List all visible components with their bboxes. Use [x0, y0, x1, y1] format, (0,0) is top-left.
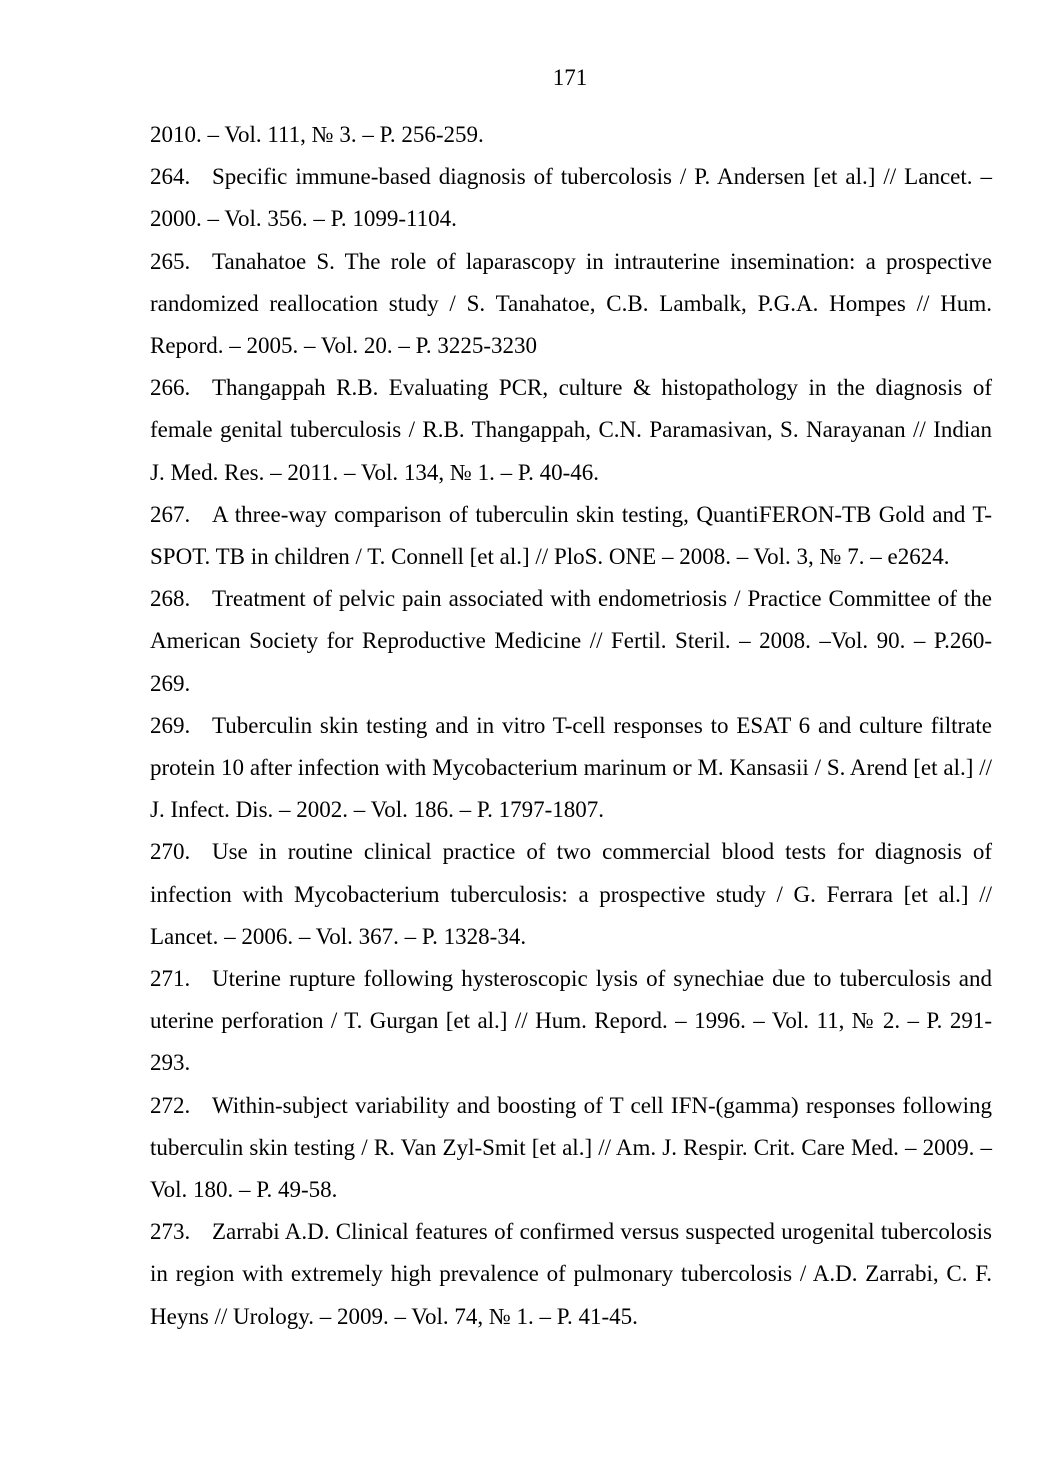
reference-item: [150, 1085, 992, 1212]
reference-text: Tanahatoe S. The role of laparascopy in intrauterine insemination: a prospective randomized reallocation study / S. Tanahatoe, C.B. Lambalk, P.G.A. Hompes // Hum. Repord. – 2005. – Vol. 20. – P. 3225-3230: [150, 248, 992, 359]
reference-item: [150, 367, 992, 494]
reference-item: [150, 156, 992, 240]
reference-text: Use in routine clinical practice of two commercial blood tests for diagnosis of infection with Mycobacterium tuberculosis: a prospective study / G. Ferrara [et al.] // Lancet. – 2006. – Vol. 367. – P. 1328-34.: [150, 839, 992, 949]
reference-text: A three-way comparison of tuberculin skin testing, QuantiFERON-TB Gold and T-SPOT. TB in children / T. Connell [et al.] // PloS. ONE – 2008. – Vol. 3, № 7. – e2624.: [150, 501, 992, 570]
reference-text: Treatment of pelvic pain associated with endometriosis / Practice Committee of the American Society for Reproductive Medicine // Fertil. Steril. – 2008. –Vol. 90. – P.260-269.: [150, 586, 992, 696]
reference-number: 267.: [150, 501, 191, 527]
reference-text: Specific immune-based diagnosis of tubercolosis / P. Andersen [et al.] // Lancet. – 2000. – Vol. 356. – P. 1099-1104.: [150, 164, 992, 232]
reference-item: [150, 578, 992, 705]
reference-item: [150, 958, 992, 1085]
reference-list: [150, 114, 992, 1338]
reference-number: 273.: [150, 1219, 191, 1245]
reference-number: 271.: [150, 966, 191, 992]
reference-text: Uterine rupture following hysteroscopic lysis of synechiae due to tuberculosis and uterine perforation / T. Gurgan [et al.] // Hum. Repord. – 1996. – Vol. 11, № 2. – P. 291-293.: [150, 966, 992, 1076]
reference-number: 265.: [150, 248, 191, 274]
reference-item: [150, 241, 992, 368]
reference-continuation: [150, 114, 992, 156]
page-number: 171: [552, 65, 588, 90]
reference-item: [150, 1211, 992, 1338]
reference-number: 269.: [150, 712, 191, 738]
reference-item: [150, 831, 992, 958]
reference-text: Thangappah R.B. Evaluating PCR, culture & histopathology in the diagnosis of female genital tuberculosis / R.B. Thangappah, C.N. Paramasivan, S. Narayanan // Indian J. Med. Res. – 2011. – Vol. 134, № 1. – P. 40-46.: [150, 375, 992, 485]
reference-item: [150, 494, 992, 578]
reference-text: Tuberculin skin testing and in vitro T-cell responses to ESAT 6 and culture filtrate protein 10 after infection with Mycobacterium marinum or M. Kansasii / S. Arend [et al.] // J. Infect. Dis. – 2002. – Vol. 186. – P. 1797-1807.: [150, 712, 992, 823]
reference-text: Zarrabi A.D. Clinical features of confirmed versus suspected urogenital tubercolosis in region with extremely high prevalence of pulmonary tubercolosis / A.D. Zarrabi, C. F. Heyns // Urology. – 2009. – Vol. 74, № 1. – P. 41-45.: [150, 1219, 992, 1329]
reference-number: 272.: [150, 1092, 191, 1118]
reference-number: 268.: [150, 586, 191, 612]
reference-number: 266.: [150, 375, 191, 401]
reference-item: [150, 705, 992, 832]
reference-number: 264.: [150, 164, 191, 190]
reference-text: Within-subject variability and boosting of T cell IFN-(gamma) responses following tuberculin skin testing / R. Van Zyl-Smit [et al.] // Am. J. Respir. Crit. Care Med. – 2009. – Vol. 180. – P. 49-58.: [150, 1092, 992, 1203]
reference-number: 270.: [150, 839, 191, 865]
reference-text: 2010. – Vol. 111, № 3. – P. 256-259.: [150, 122, 484, 147]
